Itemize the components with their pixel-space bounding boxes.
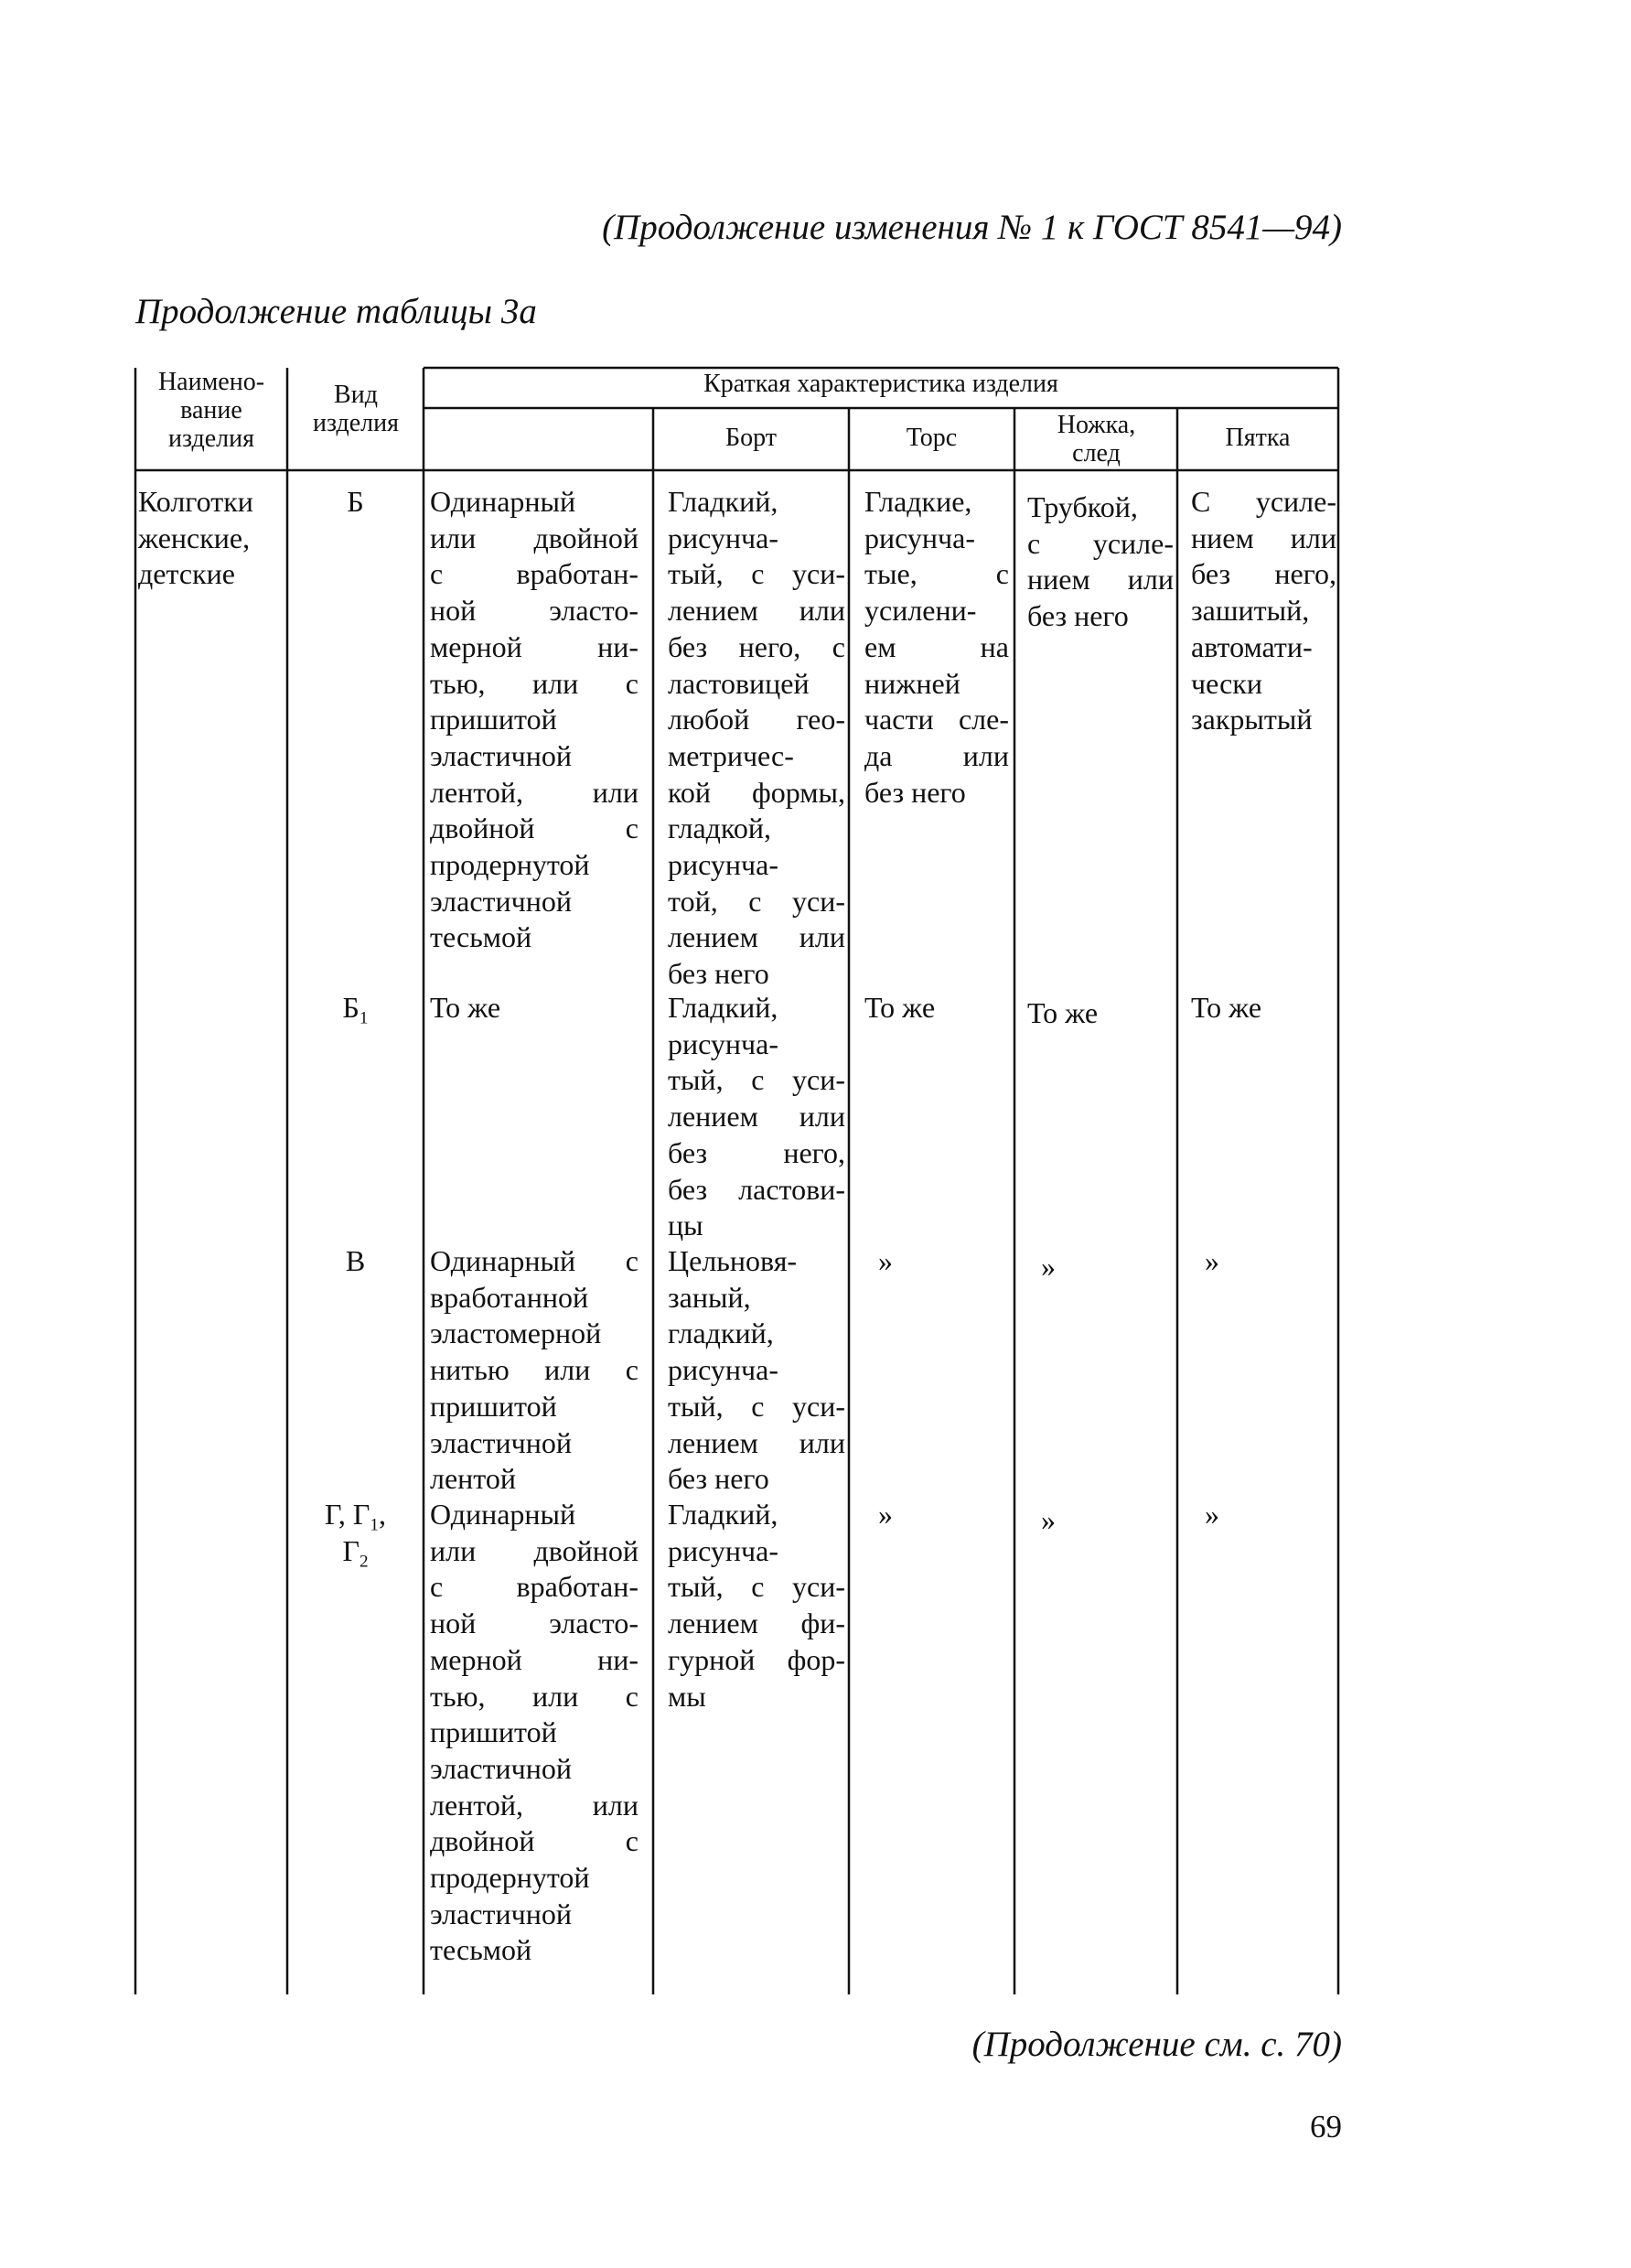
cell-line: двойной с	[430, 812, 638, 845]
cell-line: эластичной	[430, 1751, 572, 1785]
cell-mysok	[1205, 1497, 1241, 1533]
header-nozhka-line: Ножка,	[1057, 411, 1136, 439]
cell-line: гладкой,	[668, 812, 771, 845]
kind-label	[290, 1243, 421, 1280]
page-number: 69	[1310, 2109, 1342, 2144]
cell-line: лентой, или	[430, 1788, 638, 1822]
cell-line: эластомерной	[430, 1317, 602, 1350]
cell-line: заный,	[668, 1280, 751, 1314]
cell-kind	[290, 990, 421, 1027]
cell-line: эластичной	[430, 884, 572, 918]
table-caption: Продолжение таблицы 3а	[135, 292, 537, 331]
cell-line: или двойной	[430, 521, 638, 554]
cell-line: женские,	[138, 521, 251, 554]
cell-line: мерной ни-	[430, 629, 638, 663]
cell-line: детские	[138, 557, 235, 591]
cell-line: »	[1041, 1503, 1056, 1536]
cell-line: лентой	[430, 1462, 516, 1496]
header-kind-line: изделия	[312, 409, 400, 437]
cell-name	[138, 484, 284, 593]
cell-line: без него	[864, 775, 966, 809]
cell-kind	[290, 1243, 421, 1280]
cell-line: без него	[1027, 599, 1129, 633]
cell-tors	[668, 484, 845, 993]
cell-mysok	[1191, 990, 1336, 1027]
cell-line: »	[878, 1498, 893, 1531]
cell-line: рисунча-	[864, 521, 975, 554]
cell-line: мерной ни-	[430, 1642, 638, 1676]
header-nozhka-line: след	[1072, 439, 1121, 468]
cell-pyatka	[1027, 489, 1174, 635]
cell-line: тесьмой	[430, 1933, 532, 1967]
cell-line: кой формы,	[668, 775, 845, 809]
cell-line: лением или	[668, 1100, 845, 1134]
cell-mysok	[1191, 484, 1336, 738]
cell-line: той, с уси-	[668, 884, 845, 918]
cell-line: Гладкий,	[668, 991, 778, 1024]
cell-line: эластичной	[430, 1425, 572, 1459]
kind-letter: Б	[347, 485, 364, 518]
cell-line: тесьмой	[430, 920, 532, 954]
cell-line: нием или	[1191, 521, 1336, 554]
header-bort: Борт	[725, 424, 777, 452]
cell-line: пришитой	[430, 1715, 557, 1749]
cell-line: без ластови-	[668, 1172, 845, 1206]
cell-line: С усиле-	[1191, 485, 1336, 518]
cell-line: рисунча-	[668, 1027, 778, 1060]
kind-label	[290, 1533, 421, 1570]
cell-line: Одинарный	[430, 1498, 576, 1531]
cell-mysok	[1205, 1243, 1241, 1280]
cell-line: »	[878, 1244, 893, 1277]
cell-line: лением фи-	[668, 1607, 845, 1640]
cell-line: тый, с уси-	[668, 1389, 845, 1423]
cell-line: зашитый,	[1191, 594, 1310, 628]
cell-tors	[668, 1243, 845, 1498]
cell-nozhka	[878, 1243, 915, 1280]
cell-line: с вработан-	[430, 557, 638, 591]
cell-line: нием или	[1027, 563, 1174, 597]
cell-line: »	[1205, 1498, 1219, 1531]
cell-line: без него, с	[668, 629, 845, 663]
kind-subscript: 1	[359, 1008, 369, 1028]
cell-line: гурной фор-	[668, 1642, 845, 1676]
cell-nozhka	[864, 990, 1009, 1027]
cell-line: без него,	[1191, 557, 1336, 591]
cell-bort	[430, 990, 638, 1027]
kind-letter: Б	[342, 991, 359, 1024]
cell-line: закрытый	[1191, 703, 1313, 736]
header-tors: Торс	[906, 424, 958, 452]
cell-pyatka	[1041, 1502, 1078, 1539]
cell-pyatka	[1027, 995, 1174, 1032]
cell-line: Одинарный с	[430, 1244, 638, 1277]
cell-kind	[290, 1497, 421, 1572]
kind-letter: Г	[342, 1533, 359, 1567]
cell-line: »	[1041, 1250, 1056, 1283]
kind-subscript: 1	[370, 1515, 379, 1535]
cell-line: рисунча-	[668, 521, 778, 554]
cell-line: тью, или с	[430, 666, 638, 700]
header-characteristics: Краткая характеристика изделия	[703, 370, 1058, 398]
cell-line: без него,	[668, 1135, 845, 1169]
cell-line: Трубкой,	[1027, 490, 1138, 523]
cell-line: То же	[1191, 991, 1262, 1024]
cell-line: рисунча-	[668, 848, 778, 882]
cell-line: То же	[430, 991, 501, 1024]
cell-line: эластичной	[430, 1897, 572, 1930]
cell-line: То же	[864, 991, 936, 1024]
cell-tors	[668, 990, 845, 1244]
cell-line: тью, или с	[430, 1679, 638, 1713]
header-kind	[289, 381, 423, 437]
cell-line: лением или	[668, 920, 845, 954]
cell-line: пришитой	[430, 1389, 557, 1423]
cell-line: с вработан-	[430, 1570, 638, 1604]
header-name-line: Наимено-	[157, 368, 265, 396]
cell-line: лением или	[668, 594, 845, 628]
cell-line: автомати-	[1191, 629, 1313, 663]
cell-line: »	[1205, 1244, 1219, 1277]
cell-line: да или	[864, 738, 1009, 772]
cell-tors	[668, 1497, 845, 1714]
cell-line: ной эласто-	[430, 594, 638, 628]
cell-line: ем на	[864, 629, 1009, 663]
kind-label	[290, 484, 421, 521]
cell-line: пришитой	[430, 703, 557, 736]
cell-nozhka	[878, 1497, 915, 1533]
cell-line: гладкий,	[668, 1317, 774, 1350]
cell-line: с усиле-	[1027, 526, 1174, 560]
cell-nozhka	[864, 484, 1009, 811]
header-name-line: вание	[180, 396, 242, 425]
cell-line: Гладкий,	[668, 1498, 778, 1531]
cell-line: Одинарный	[430, 485, 576, 518]
cell-line: лентой, или	[430, 775, 638, 809]
document-header: (Продолжение изменения № 1 к ГОСТ 8541—94)	[602, 208, 1342, 247]
cell-line: чески	[1191, 666, 1262, 700]
cell-line: эластичной	[430, 738, 572, 772]
cell-line: Колготки	[138, 485, 253, 518]
continuation-note: (Продолжение см. с. 70)	[971, 2025, 1342, 2064]
kind-subscript: 2	[359, 1552, 369, 1572]
cell-pyatka	[1041, 1249, 1078, 1285]
cell-line: рисунча-	[668, 1533, 778, 1567]
cell-line: продернутой	[430, 848, 590, 882]
header-nozhka	[1016, 411, 1176, 468]
cell-line: ной эласто-	[430, 1607, 638, 1640]
cell-line: То же	[1027, 996, 1099, 1029]
header-pyatka: Пятка	[1225, 424, 1291, 452]
cell-line: лением или	[668, 1425, 845, 1459]
cell-line: мы	[668, 1679, 706, 1713]
header-name-line: изделия	[167, 425, 255, 453]
header-name	[137, 368, 285, 453]
cell-line: метричес-	[668, 738, 794, 772]
cell-line: тый, с уси-	[668, 557, 845, 591]
cell-line: части сле-	[864, 703, 1009, 736]
cell-line: нижней	[864, 666, 960, 700]
cell-line: тый, с уси-	[668, 1063, 845, 1097]
cell-line: продернутой	[430, 1861, 590, 1895]
cell-bort	[430, 1497, 638, 1969]
cell-bort	[430, 484, 638, 956]
cell-line: тые, с	[864, 557, 1009, 591]
cell-line: рисунча-	[668, 1353, 778, 1387]
cell-line: Гладкие,	[864, 485, 972, 518]
cell-line: нитью или с	[430, 1353, 638, 1387]
kind-label	[290, 990, 421, 1027]
kind-label	[290, 1497, 421, 1533]
kind-letter: Г, Г	[325, 1498, 370, 1531]
kind-suffix: ,	[378, 1498, 386, 1531]
cell-line: Гладкий,	[668, 485, 778, 518]
header-kind-line: Вид	[334, 381, 378, 409]
cell-line: усилени-	[864, 594, 977, 628]
cell-line: двойной с	[430, 1824, 638, 1858]
cell-line: цы	[668, 1209, 703, 1242]
cell-line: ластовицей	[668, 666, 810, 700]
cell-line: Цельновя-	[668, 1244, 798, 1277]
cell-line: вработанной	[430, 1280, 589, 1314]
cell-line: без него	[668, 1462, 769, 1496]
cell-bort	[430, 1243, 638, 1498]
cell-line: или двойной	[430, 1533, 638, 1567]
cell-line: любой гео-	[668, 703, 845, 736]
cell-line: без него	[668, 957, 769, 991]
cell-kind	[290, 484, 421, 521]
cell-line: тый, с уси-	[668, 1570, 845, 1604]
kind-letter: В	[345, 1244, 366, 1277]
